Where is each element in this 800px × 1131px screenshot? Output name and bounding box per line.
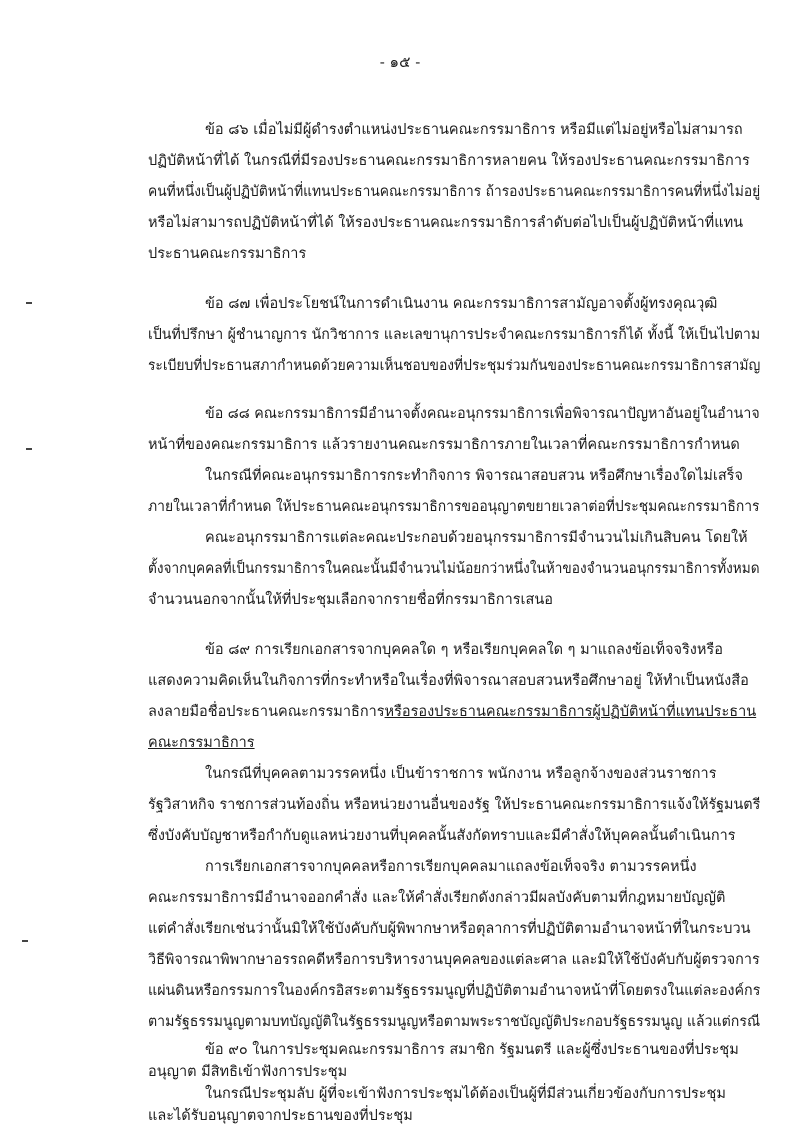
paragraph-line: การเรียกเอกสารจากบุคคลหรือการเรียกบุคคลมาแถลงข้อเท็จจริง ตามวรรคหนึ่ง	[205, 859, 697, 875]
paragraph-line: คณะกรรมาธิการมีอำนาจออกคำสั่ง และให้คำสั่งเรียกดังกล่าวมีผลบังคับตามที่กฎหมายบัญญัติ	[148, 890, 726, 906]
paragraph-line: ระเบียบที่ประธานสภากำหนดด้วยความเห็นชอบของที่ประชุมร่วมกันของประธานคณะกรรมาธิการสามัญ	[148, 358, 761, 374]
paragraph-line: ข้อ ๘๖ เมื่อไม่มีผู้ดำรงตำแหน่งประธานคณะกรรมาธิการ หรือมีแต่ไม่อยู่หรือไม่สามารถ	[205, 122, 743, 138]
paragraph-line: ตามรัฐธรรมนูญตามบทบัญญัติในรัฐธรรมนูญหรือตามพระราชบัญญัติประกอบรัฐธรรมนูญ แล้วแต่กรณี	[148, 1014, 761, 1030]
paragraph-line: ปฏิบัติหน้าที่ได้ ในกรณีที่มีรองประธานคณะกรรมาธิการหลายคน ให้รองประธานคณะกรรมาธิการ	[148, 153, 750, 169]
signatory-text: ลงลายมือชื่อประธานคณะกรรมาธิการ	[148, 704, 385, 720]
paragraph-line: และได้รับอนุญาตจากประธานของที่ประชุม	[148, 1108, 413, 1124]
paragraph-line: ซึ่งบังคับบัญชาหรือกำกับดูแลหน่วยงานที่บุคคลนั้นสังกัดทราบและมีคำสั่งให้บุคคลนั้นดำเนินการ	[148, 828, 736, 844]
margin-mark	[22, 940, 28, 942]
paragraph-line: ข้อ ๘๘ คณะกรรมาธิการมีอำนาจตั้งคณะอนุกรรมาธิการเพื่อพิจารณาปัญหาอันอยู่ในอำนาจ	[205, 406, 760, 422]
paragraph-line: จำนวนนอกจากนั้นให้ที่ประชุมเลือกจากรายชื่อที่กรรมาธิการเสนอ	[148, 592, 553, 608]
paragraph-line: วิธีพิจารณาพิพากษาอรรถคดีหรือการบริหารงานบุคคลของแต่ละศาล และมิให้ใช้บังคับกับผู้ตรวจการ	[148, 952, 760, 968]
paragraph-line: แผ่นดินหรือกรรมการในองค์กรอิสระตามรัฐธรรมนูญที่ปฏิบัติตามอำนาจหน้าที่โดยตรงในแต่ละองค์กร	[148, 983, 761, 999]
amended-text-underlined: หรือรองประธานคณะกรรมาธิการผู้ปฏิบัติหน้าที่แทนประธาน	[384, 704, 757, 720]
paragraph-line: อนุญาต มีสิทธิเข้าฟังการประชุม	[148, 1064, 348, 1080]
paragraph-line: ข้อ ๘๗ เพื่อประโยชน์ในการดำเนินงาน คณะกรรมาธิการสามัญอาจตั้งผู้ทรงคุณวุฒิ	[205, 296, 718, 312]
paragraph-line: ภายในเวลาที่กำหนด ให้ประธานคณะอนุกรรมาธิการขออนุญาตขยายเวลาต่อที่ประชุมคณะกรรมาธิการ	[148, 499, 760, 515]
paragraph-line: ข้อ ๙๐ ในการประชุมคณะกรรมาธิการ สมาชิก รัฐมนตรี และผู้ซึ่งประธานของที่ประชุม	[205, 1042, 739, 1058]
amended-text-underlined: คณะกรรมาธิการ	[148, 735, 255, 751]
paragraph-line: ในกรณีที่คณะอนุกรรมาธิการกระทำกิจการ พิจารณาสอบสวน หรือศึกษาเรื่องใดไม่เสร็จ	[205, 468, 743, 484]
paragraph-line: แสดงความคิดเห็นในกิจการที่กระทำหรือในเรื่องที่พิจารณาสอบสวนหรือศึกษาอยู่ ให้ทำเป็นหนังสือ	[148, 673, 749, 689]
paragraph-line: ในกรณีประชุมลับ ผู้ที่จะเข้าฟังการประชุมได้ต้องเป็นผู้ที่มีส่วนเกี่ยวข้องกับการประชุม	[205, 1086, 726, 1102]
paragraph-line: หรือไม่สามารถปฏิบัติหน้าที่ได้ ให้รองประธานคณะกรรมาธิการลำดับต่อไปเป็นผู้ปฏิบัติหน้าที่แทน	[148, 215, 744, 231]
paragraph-line: รัฐวิสาหกิจ ราชการส่วนท้องถิ่น หรือหน่วยงานอื่นของรัฐ ให้ประธานคณะกรรมาธิการแจ้งให้รัฐมนตรี	[148, 797, 761, 813]
paragraph-line: ประธานคณะกรรมาธิการ	[148, 246, 307, 262]
paragraph-line: คณะอนุกรรมาธิการแต่ละคณะประกอบด้วยอนุกรรมาธิการมีจำนวนไม่เกินสิบคน โดยให้	[205, 530, 748, 546]
paragraph-line: ข้อ ๘๙ การเรียกเอกสารจากบุคคลใด ๆ หรือเรียกบุคคลใด ๆ มาแถลงข้อเท็จจริงหรือ	[205, 642, 723, 658]
paragraph-line: ตั้งจากบุคคลที่เป็นกรรมาธิการในคณะนั้นมีจำนวนไม่น้อยกว่าหนึ่งในห้าของจำนวนอนุกรรมาธิการทั้งหมด	[148, 561, 760, 577]
paragraph-line: หน้าที่ของคณะกรรมาธิการ แล้วรายงานคณะกรรมาธิการภายในเวลาที่คณะกรรมาธิการกำหนด	[148, 437, 740, 453]
paragraph-line: คนที่หนึ่งเป็นผู้ปฏิบัติหน้าที่แทนประธานคณะกรรมาธิการ ถ้ารองประธานคณะกรรมาธิการคนที่หนึ่งไม่อยู่	[148, 184, 761, 200]
page-number: - ๑๕ -	[379, 53, 421, 71]
margin-mark	[26, 448, 32, 450]
paragraph-line: ในกรณีที่บุคคลตามวรรคหนึ่ง เป็นข้าราชการ พนักงาน หรือลูกจ้างของส่วนราชการ	[205, 766, 717, 782]
paragraph-line	[148, 702, 756, 722]
margin-mark	[26, 302, 32, 304]
paragraph-line: แต่คำสั่งเรียกเช่นว่านั้นมิให้ใช้บังคับกับผู้พิพากษาหรือตุลาการที่ปฏิบัติตามอำนาจหน้าที่ในกระบวน	[148, 921, 751, 937]
paragraph-line: เป็นที่ปรึกษา ผู้ชำนาญการ นักวิชาการ และเลขานุการประจำคณะกรรมาธิการก็ได้ ทั้งนี้ ให้เป็นไปตาม	[148, 327, 761, 343]
